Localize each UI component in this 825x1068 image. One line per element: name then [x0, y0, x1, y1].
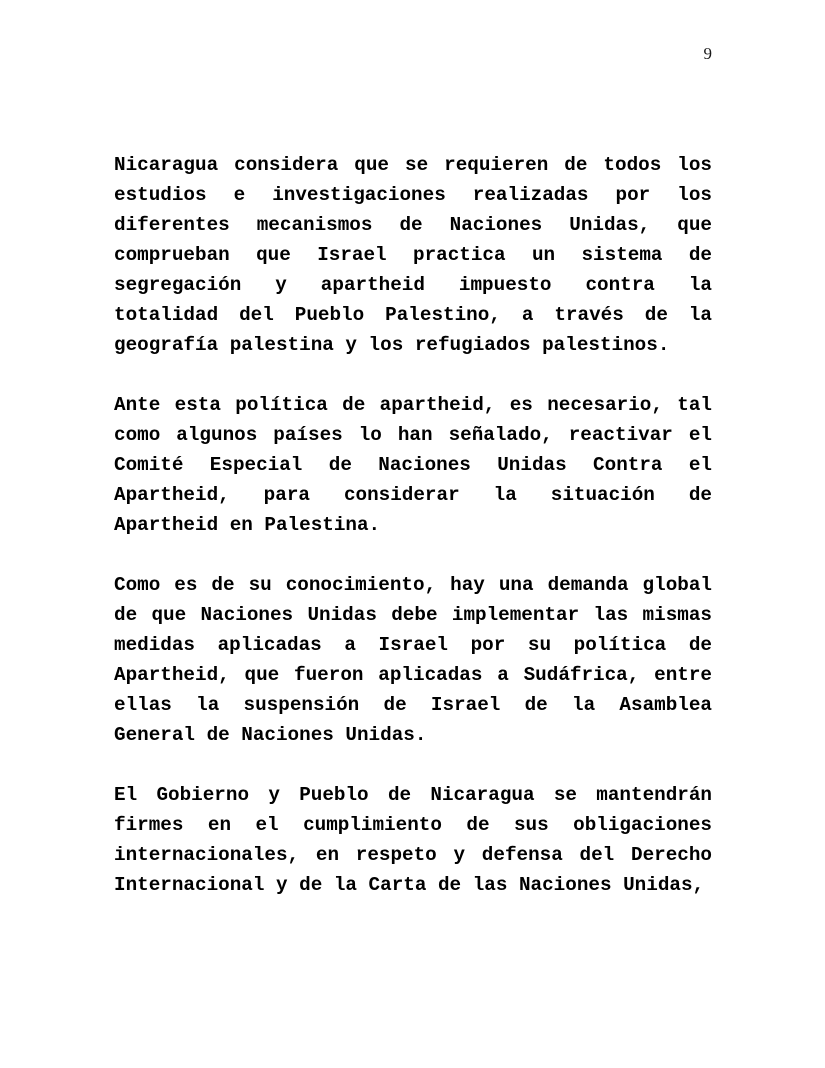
- paragraph: Nicaragua considera que se requieren de todos los estudios e investigaciones realizadas por los diferentes mecanismos de Naciones Unidas, que comprueban que Israel practica un sistema de segregación y apartheid impuesto contra la totalidad del Pueblo Palestino, a través de la geografía palestina y los refugiados palestinos.: [114, 154, 712, 356]
- paragraph: Ante esta política de apartheid, es necesario, tal como algunos países lo han señalado, reactivar el Comité Especial de Naciones Unidas Contra el Apartheid, para considerar la situación de Apartheid en Palestina.: [114, 394, 712, 536]
- document-body: [114, 150, 712, 900]
- page-number: 9: [703, 44, 712, 63]
- paragraph: El Gobierno y Pueblo de Nicaragua se mantendrán firmes en el cumplimiento de sus obligaciones internacionales, en respeto y defensa del Derecho Internacional y de la Carta de las Naciones Unidas,: [114, 784, 712, 896]
- paragraph: Como es de su conocimiento, hay una demanda global de que Naciones Unidas debe implementar las mismas medidas aplicadas a Israel por su política de Apartheid, que fueron aplicadas a Sudáfrica, entre ellas la suspensión de Israel de la Asamblea General de Naciones Unidas.: [114, 574, 712, 746]
